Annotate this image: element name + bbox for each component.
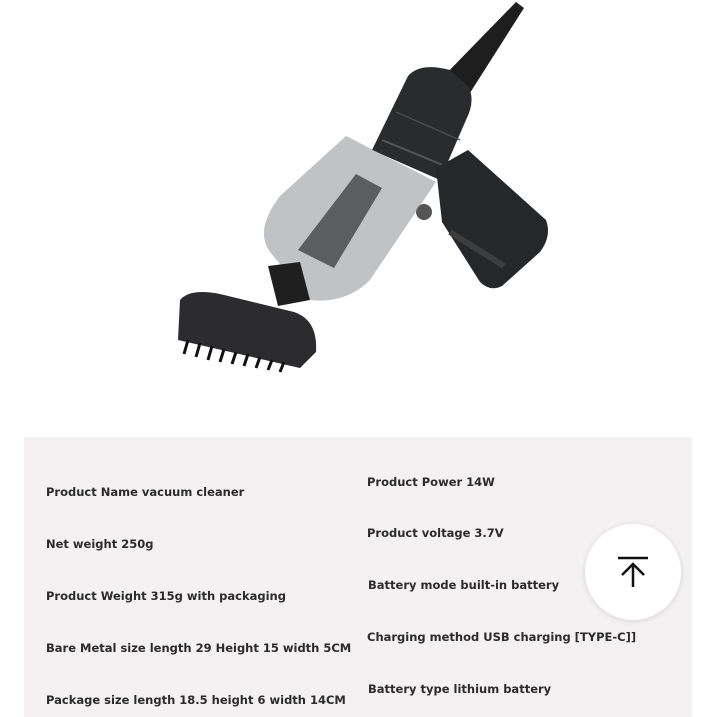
spec-product-voltage: Product voltage 3.7V (367, 526, 504, 540)
spec-product-power: Product Power 14W (367, 475, 495, 489)
spec-battery-type: Battery type lithium battery (368, 682, 552, 696)
product-image (150, 0, 570, 380)
spec-battery-mode: Battery mode built-in battery (368, 578, 560, 592)
spec-bare-metal-size: Bare Metal size length 29 Height 15 width 5CM (46, 641, 352, 655)
spec-product-name: Product Name vacuum cleaner (46, 485, 245, 499)
scroll-to-top-button[interactable] (585, 524, 681, 620)
spec-product-weight: Product Weight 315g with packaging (46, 589, 286, 603)
spec-charging-method: Charging method USB charging [TYPE-C]] (367, 630, 637, 644)
spec-net-weight: Net weight 250g (46, 537, 154, 551)
vacuum-cleaner-illustration (150, 0, 570, 380)
arrow-up-to-top-icon (616, 555, 650, 589)
spec-package-size: Package size length 18.5 height 6 width 14CM (46, 693, 346, 707)
